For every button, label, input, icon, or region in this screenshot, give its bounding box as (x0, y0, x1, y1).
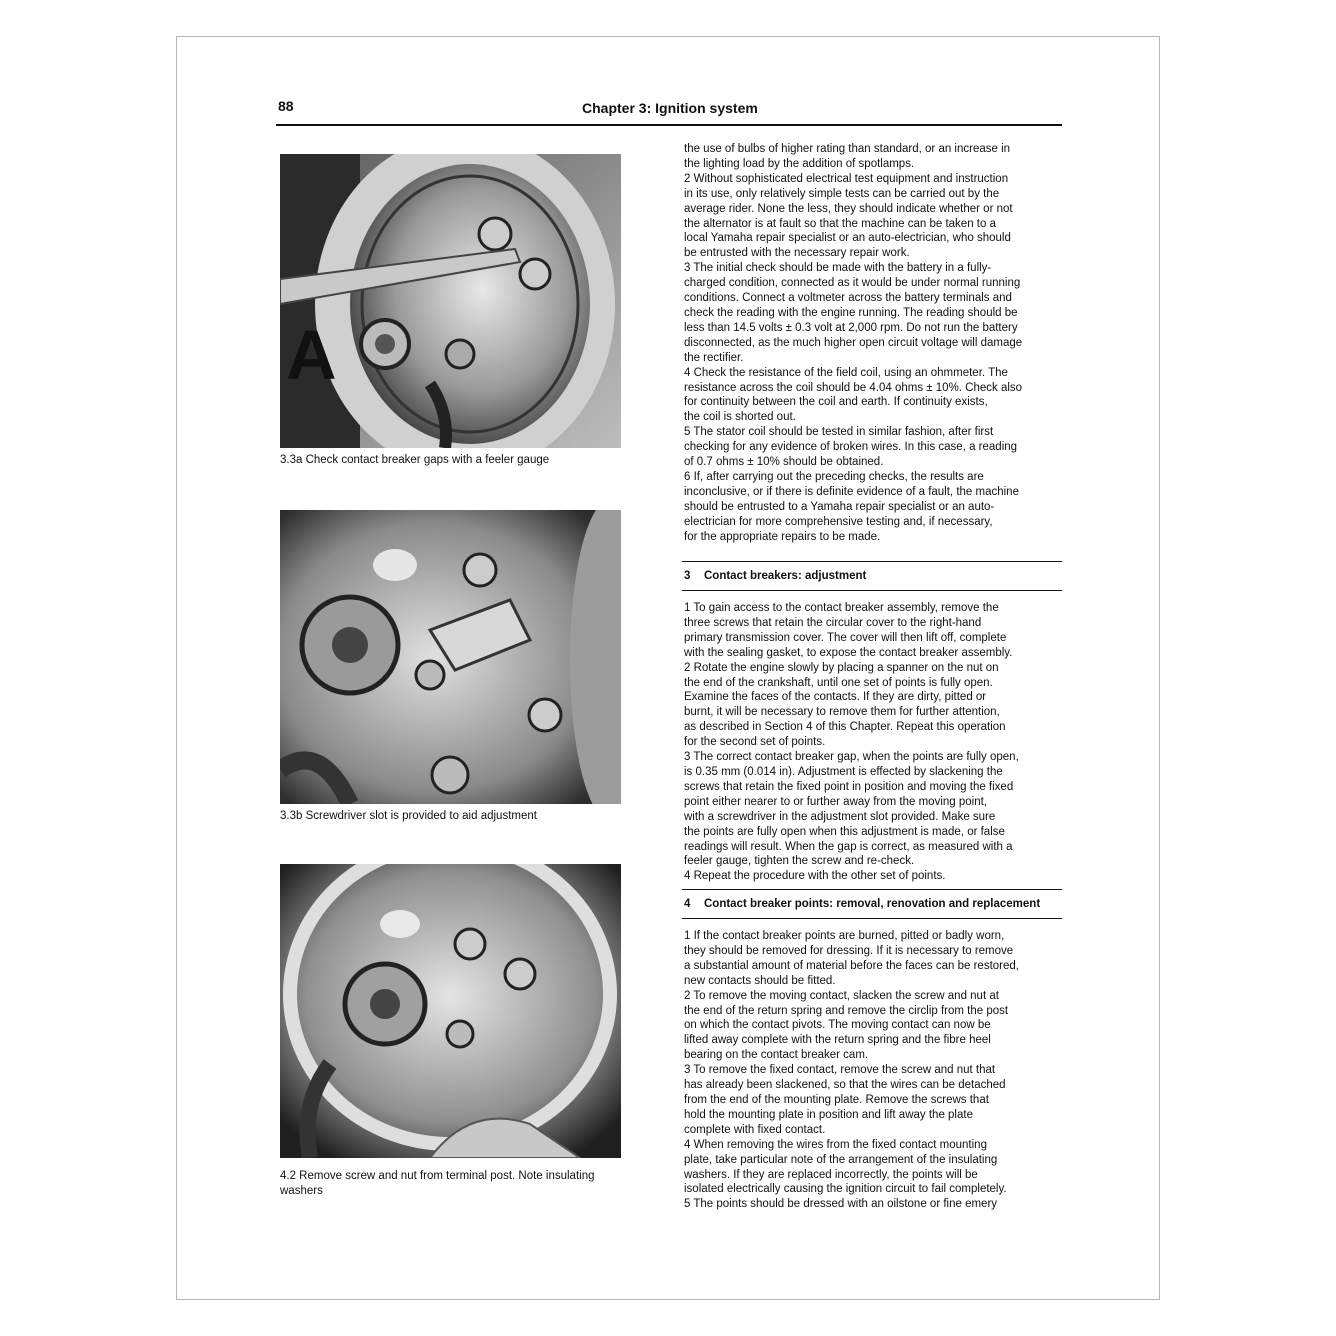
text-line: isolated electrically causing the ignition circuit to fail completely. (684, 1183, 1007, 1196)
text-line: with a screwdriver in the adjustment slot provided. Make sure (684, 810, 996, 823)
caption-4-2-line2: washers (280, 1185, 323, 1197)
text-line: 5 The stator coil should be tested in similar fashion, after first (684, 426, 994, 439)
chapter-title: Chapter 3: Ignition system (582, 100, 758, 116)
text-line: local Yamaha repair specialist or an auto-electrician, who should (684, 232, 1011, 245)
section-3-heading (684, 570, 866, 582)
text-line: should be entrusted to a Yamaha repair specialist or an auto- (684, 500, 995, 513)
text-line: 4 Repeat the procedure with the other set of points. (684, 870, 946, 883)
text-line: 1 If the contact breaker points are burned, pitted or badly worn, (684, 930, 1005, 942)
text-line: electrician for more comprehensive testing and, if necessary, (684, 515, 993, 528)
text-line: less than 14.5 volts ± 0.3 volt at 2,000 rpm. Do not run the battery (684, 321, 1018, 334)
text-line: screws that retain the fixed point in position and moving the fixed (684, 780, 1014, 793)
section-4-top-rule (682, 889, 1062, 890)
text-line: 4 When removing the wires from the fixed contact mounting (684, 1138, 987, 1151)
text-line: the use of bulbs of higher rating than standard, or an increase in (684, 143, 1011, 155)
text-line: for the appropriate repairs to be made. (684, 530, 881, 543)
header-rule (276, 124, 1062, 126)
text-line: they should be removed for dressing. If it is necessary to remove (684, 944, 1014, 957)
text-line: a substantial amount of material before the faces can be restored, (684, 959, 1019, 972)
text-line: feeler gauge, tighten the screw and re-check. (684, 855, 915, 868)
section-3-title: Contact breakers: adjustment (704, 570, 867, 582)
text-line: readings will result. When the gap is correct, as measured with a (684, 840, 1013, 853)
caption-4-2 (280, 1169, 625, 1199)
photo-terminal-post (280, 864, 621, 1158)
section-4-title: Contact breaker points: removal, renovation and replacement (704, 898, 1041, 910)
text-line: 5 The points should be dressed with an oilstone or fine emery (684, 1198, 998, 1211)
text-line: the coil is shorted out. (684, 411, 796, 424)
text-line: with the sealing gasket, to expose the contact breaker assembly. (684, 646, 1013, 659)
text-line: in its use, only relatively simple tests can be carried out by the (684, 187, 1000, 200)
text-line: check the reading with the engine running. The reading should be (684, 306, 1018, 319)
text-line: burnt, it will be necessary to remove them for further attention, (684, 706, 1000, 719)
text-line: as described in Section 4 of this Chapter. Repeat this operation (684, 721, 1006, 734)
text-line: 4 Check the resistance of the field coil, using an ohmmeter. The (684, 366, 1008, 379)
caption-4-2-line1: 4.2 Remove screw and nut from terminal post. Note insulating (280, 1170, 595, 1182)
text-line: has already been slackened, so that the wires can be detached (684, 1079, 1006, 1092)
section-4-bottom-rule (682, 918, 1062, 919)
text-line: disconnected, as the much higher open circuit voltage will damage (684, 336, 1023, 349)
text-line: 1 To gain access to the contact breaker assembly, remove the (684, 602, 999, 614)
caption-3-3b: 3.3b Screwdriver slot is provided to aid adjustment (280, 810, 537, 822)
caption-3-3a: 3.3a Check contact breaker gaps with a feeler gauge (280, 454, 550, 466)
text-line: of 0.7 ohms ± 10% should be obtained. (684, 456, 884, 469)
text-line: primary transmission cover. The cover will then lift off, complete (684, 631, 1007, 644)
text-line: is 0.35 mm (0.014 in). Adjustment is effected by slackening the (684, 765, 1003, 778)
text-line: plate, take particular note of the arrangement of the insulating (684, 1153, 998, 1166)
text-line: conditions. Connect a voltmeter across the battery terminals and (684, 292, 1012, 305)
text-line: hold the mounting plate in position and lift away the plate (684, 1108, 973, 1121)
text-line: the lighting load by the addition of spotlamps. (684, 157, 915, 170)
text-line: for the second set of points. (684, 736, 826, 749)
section-4-heading (684, 898, 1040, 910)
page-number: 88 (278, 98, 294, 114)
text-line: checking for any evidence of broken wires. In this case, a reading (684, 441, 1018, 454)
text-line: 3 The initial check should be made with the battery in a fully- (684, 262, 992, 275)
section-3-bottom-rule (682, 590, 1062, 591)
text-line: three screws that retain the circular cover to the right-hand (684, 616, 982, 629)
text-line: on which the contact pivots. The moving contact can now be (684, 1019, 991, 1032)
section-4-text (684, 929, 1074, 1212)
text-line: washers. If they are replaced incorrectly, the points will be (684, 1168, 978, 1181)
text-line: 2 To remove the moving contact, slacken the screw and nut at (684, 989, 999, 1002)
text-line: 2 Rotate the engine slowly by placing a spanner on the nut on (684, 661, 999, 674)
text-line: point either nearer to or further away from the moving point, (684, 795, 987, 808)
text-line: 3 To remove the fixed contact, remove the screw and nut that (684, 1064, 996, 1077)
text-line: 6 If, after carrying out the preceding checks, the results are (684, 470, 984, 483)
section-3-top-rule (682, 561, 1062, 562)
photo-feeler-gauge (280, 154, 621, 448)
text-line: complete with fixed contact. (684, 1123, 826, 1136)
text-line: the alternator is at fault so that the machine can be taken to a (684, 217, 996, 230)
text-line: charged condition, connected as it would be under normal running (684, 277, 1021, 290)
text-line: 3 The correct contact breaker gap, when the points are fully open, (684, 751, 1019, 764)
section-3-number: 3 (684, 570, 691, 582)
section-3-text (684, 601, 1074, 884)
text-line: the end of the crankshaft, until one set of points is fully open. (684, 676, 993, 689)
text-line: for continuity between the coil and earth. If continuity exists, (684, 396, 988, 409)
text-line: the end of the return spring and remove the circlip from the post (684, 1004, 1009, 1017)
text-line: the rectifier. (684, 351, 744, 364)
text-line: from the end of the mounting plate. Remove the screws that (684, 1093, 989, 1106)
text-line: Examine the faces of the contacts. If they are dirty, pitted or (684, 691, 987, 704)
photo-lettering: A (286, 316, 337, 394)
intro-text (684, 142, 1074, 544)
text-line: resistance across the coil should be 4.04 ohms ± 10%. Check also (684, 381, 1023, 394)
text-line: lifted away complete with the return spring and the fibre heel (684, 1034, 991, 1047)
text-line: new contacts should be fitted. (684, 974, 836, 987)
text-line: inconclusive, or if there is definite evidence of a fault, the machine (684, 485, 1019, 498)
text-line: be entrusted with the necessary repair work. (684, 247, 910, 260)
text-line: the points are fully open when this adjustment is made, or false (684, 825, 1005, 838)
section-4-number: 4 (684, 898, 691, 910)
text-line: average rider. None the less, they should indicate whether or not (684, 202, 1013, 215)
photo-screwdriver-slot (280, 510, 621, 804)
text-line: 2 Without sophisticated electrical test equipment and instruction (684, 172, 1009, 185)
text-line: bearing on the contact breaker cam. (684, 1049, 869, 1062)
